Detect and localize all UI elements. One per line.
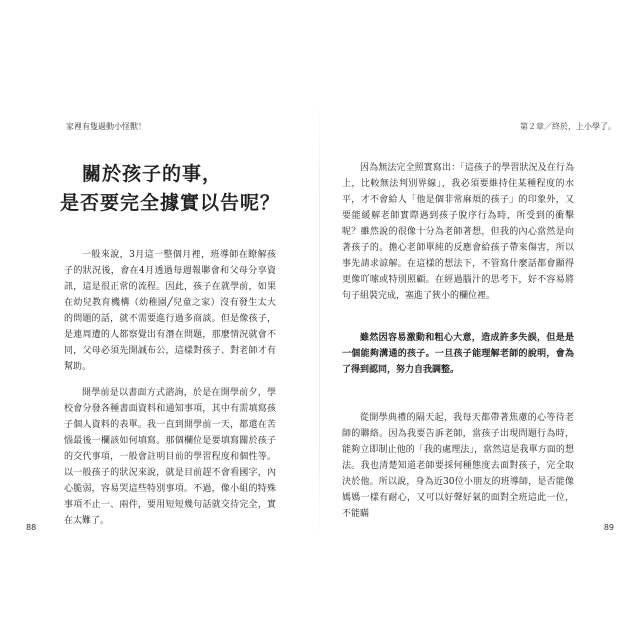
chapter-section-title <box>60 160 280 218</box>
body-paragraph: 開學前是以書面方式諮詢，於是在開學前夕，學校會分發各種書面資料和通知事項，其中有需填寫孩子個人資料的表單。我一直到開學前一天，都還在苦惱最後一欄該如何填寫。那個欄位是要填寫關於孩子的交代事項，一般會註明目前的學習程度和個性等。以一般孩子的狀況來說，就是目前趕不會看國字，內心脆弱，容易哭這些特別事項。不過，像小組的特殊事項不止一、兩件，要用短短幾句話就交待完全，實在太難了。 <box>64 388 276 526</box>
running-head-right: 第２章／終於，上小學了。 <box>520 122 616 131</box>
page-number-right: 89 <box>603 523 614 532</box>
right-page <box>320 0 640 640</box>
body-paragraph: 從開學典禮的隔天起，我每天都帶著焦慮的心等待老師的聯絡。因為我要告訴老師，當孩子出現問題行為時，能夠立即制止他的「我的處理法」，當然這是我單方面的想法。我也清楚知道老師要採何種態度去面對孩子，完全取決於他。所以說，身為近30位小朋友的班導師，是否能像媽媽一樣有耐心，又可以好聲好氣的面對全班這此一位，不能瞞 <box>342 413 574 519</box>
title-line-1: 關於孩子的事， <box>82 163 223 185</box>
title-line-2: 是否要完全據實以告呢？ <box>60 192 281 214</box>
quoted-form-entry: 雖然因容易激動和粗心大意，造成許多失誤，但是是一個能夠溝通的孩子。一旦孩子能理解老師的說明，會為了得到認同，努力自我調整。 <box>342 333 574 375</box>
running-head-left: 家裡有隻過動小怪獸！ <box>66 122 146 131</box>
body-paragraph: 一般來說，3月這一整個月裡，班導師在瞭解孩子的狀況後，會在4月透過每週報聯會和父母分享資訊，這是很正常的流程。因此，孩子在就學前，如果在幼兒教育機構（幼稚園╱兒童之家）沒有發生太大的問題的話，就不需要進行過多商談。但是像孩子，是連周遭的人都察覺出有潛在問題，那麼情況就會不同，父母必須先開誠布公，這樣對孩子、對老師才有幫助。 <box>64 250 276 372</box>
body-paragraph: 因為無法完全照實寫出：「這孩子的學習狀況及在行為上，比較無法判別界線」，我必須要維持住某種程度的水平，才不會給人「他是個非常麻煩的孩子」的印象外，又要能緩解老師實際遇到孩子脫序行為時，所受到的衝擊呢？雖然說的很像十分為老師著想，但我的內心當然是向著孩子的。擔心老師單純的反應會給孩子帶來傷害，所以事先請求諒解。在這樣的想法下，不管寫什麼話都會顯得更像吖嗦或特別照顧。在經過腦汁的思考下，好不容易將句子組裝完成，塞進了狹小的欄位裡。 <box>342 163 574 301</box>
page-number-left: 88 <box>26 523 37 532</box>
